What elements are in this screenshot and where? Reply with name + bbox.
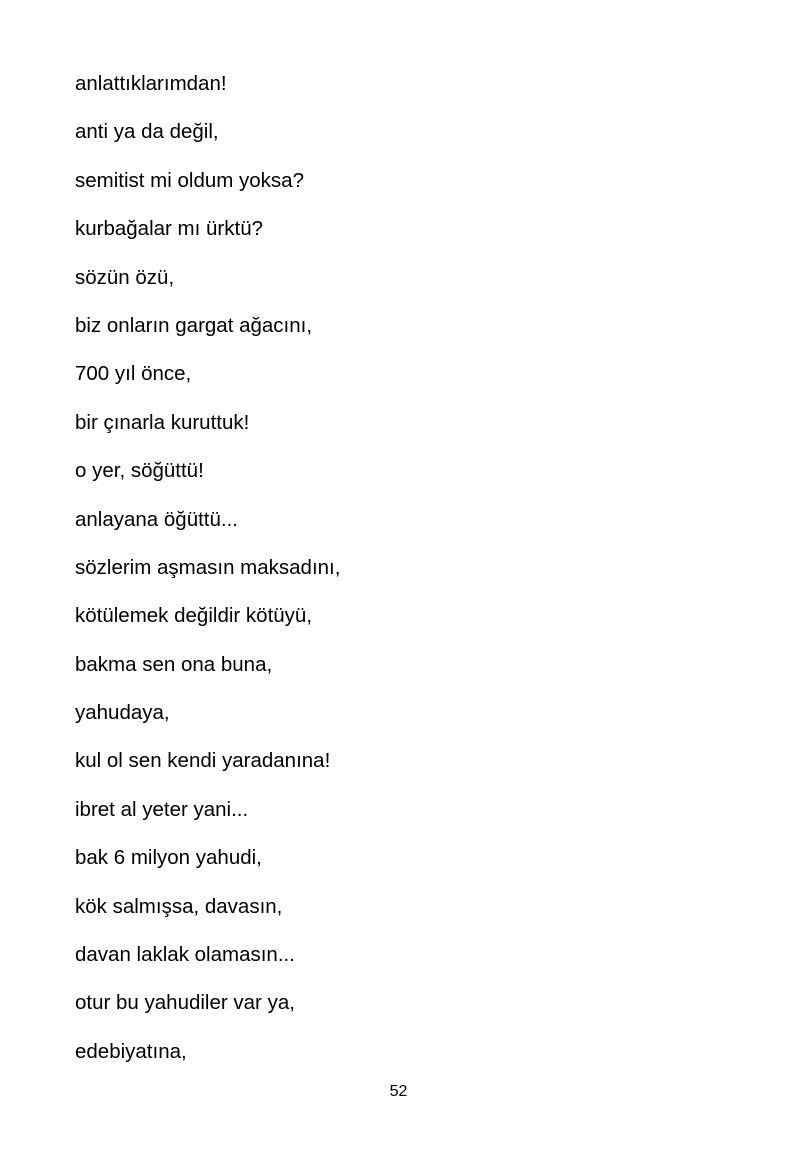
poem-line: kök salmışsa, davasın, bbox=[75, 894, 283, 918]
poem-line: anlattıklarımdan! bbox=[75, 72, 227, 95]
poem-line: kötülemek değildir kötüyü, bbox=[75, 604, 313, 628]
poem-line: ibret al yeter yani... bbox=[75, 797, 249, 821]
poem-line: anlayana öğüttü... bbox=[75, 507, 238, 531]
poem-line: otur bu yahudiler var ya, bbox=[75, 991, 295, 1015]
poem-line: biz onların gargat ağacını, bbox=[75, 313, 313, 337]
poem-line: semitist mi oldum yoksa? bbox=[75, 168, 304, 192]
poem-line: bakma sen ona buna, bbox=[75, 652, 273, 676]
poem-line: 700 yıl önce, bbox=[75, 362, 192, 386]
poem-line: sözün özü, bbox=[75, 265, 175, 289]
poem-line: kul ol sen kendi yaradanına! bbox=[75, 749, 331, 773]
poem-line: o yer, söğüttü! bbox=[75, 459, 204, 483]
poem-line: kurbağalar mı ürktü? bbox=[75, 217, 264, 241]
poem-line: bir çınarla kuruttuk! bbox=[75, 410, 250, 434]
poem-line: edebiyatına, bbox=[75, 1039, 187, 1063]
poem-text bbox=[75, 70, 340, 1086]
poem-line: sözlerim aşmasın maksadını, bbox=[75, 555, 341, 579]
poem-line: yahudaya, bbox=[75, 701, 170, 725]
poem-line: anti ya da değil, bbox=[75, 120, 219, 144]
poem-line: davan laklak olamasın... bbox=[75, 943, 295, 967]
poem-line: bak 6 milyon yahudi, bbox=[75, 846, 262, 870]
page-number: 52 bbox=[389, 1083, 408, 1100]
